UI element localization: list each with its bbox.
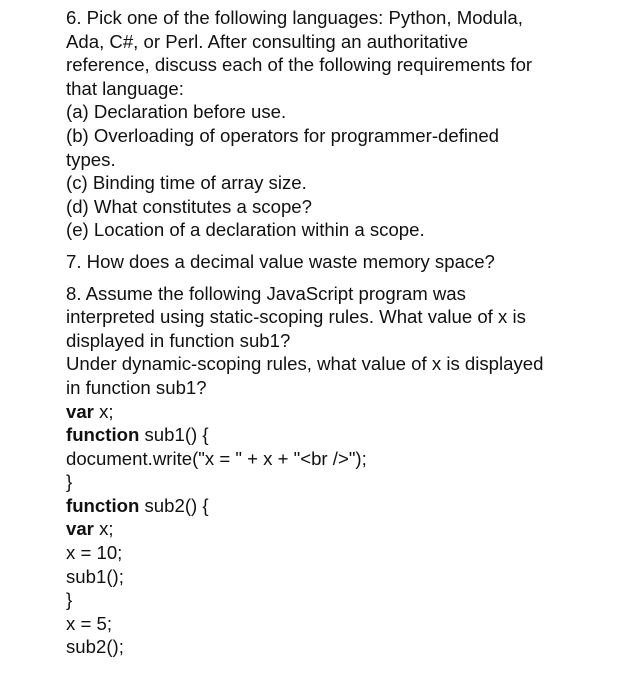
code-block bbox=[66, 400, 626, 660]
code-line-function-sub2 bbox=[66, 494, 626, 518]
code-line-close-brace: } bbox=[66, 589, 73, 611]
code-line-close-brace: } bbox=[66, 471, 73, 493]
q8-line-1: 8. Assume the following JavaScript program was bbox=[66, 282, 466, 304]
code-line-assign-10: x = 10; bbox=[66, 542, 123, 564]
q6-item-d: (d) What constitutes a scope? bbox=[66, 195, 312, 217]
q6-item-b-cont: types. bbox=[66, 148, 116, 170]
code-keyword-var: var bbox=[66, 400, 94, 422]
q6-item-b: (b) Overloading of operators for programmer-defined bbox=[66, 124, 500, 146]
code-line-function-sub1 bbox=[66, 423, 626, 447]
q6-item-e: (e) Location of a declaration within a scope. bbox=[66, 219, 425, 241]
code-line-assign-5: x = 5; bbox=[66, 612, 112, 634]
q6-line-2: Ada, C#, or Perl. After consulting an authoritative bbox=[66, 30, 469, 52]
q8-line-4: Under dynamic-scoping rules, what value of x is displayed bbox=[66, 353, 544, 375]
question-7 bbox=[66, 250, 626, 274]
q6-item-a: (a) Declaration before use. bbox=[66, 101, 287, 123]
code-line-document-write: document.write("x = " + x + "<br />"); bbox=[66, 447, 367, 469]
q6-item-c: (c) Binding time of array size. bbox=[66, 172, 307, 194]
code-keyword-function: function bbox=[66, 494, 140, 516]
q8-line-2: interpreted using static-scoping rules. What value of x is bbox=[66, 306, 526, 328]
q6-line-1: 6. Pick one of the following languages: Python, Modula, bbox=[66, 7, 523, 28]
q6-line-3: reference, discuss each of the following requirements for bbox=[66, 54, 533, 76]
code-text: sub1() { bbox=[139, 424, 209, 446]
code-text: x; bbox=[93, 400, 114, 422]
question-6 bbox=[66, 6, 626, 242]
code-line-inner-var-x bbox=[66, 517, 626, 541]
q8-line-3: displayed in function sub1? bbox=[66, 329, 291, 351]
document-body bbox=[66, 6, 626, 659]
q6-line-4: that language: bbox=[66, 77, 184, 99]
code-line-var-x bbox=[66, 400, 626, 424]
q7-text: 7. How does a decimal value waste memory space? bbox=[66, 250, 495, 272]
code-keyword-function: function bbox=[66, 424, 140, 446]
code-keyword-var: var bbox=[66, 518, 94, 540]
q8-line-5: in function sub1? bbox=[66, 376, 207, 398]
code-text: x; bbox=[93, 518, 114, 540]
question-8 bbox=[66, 282, 626, 660]
code-line-call-sub1: sub1(); bbox=[66, 565, 124, 587]
code-line-call-sub2: sub2(); bbox=[66, 636, 124, 658]
code-text: sub2() { bbox=[139, 494, 209, 516]
